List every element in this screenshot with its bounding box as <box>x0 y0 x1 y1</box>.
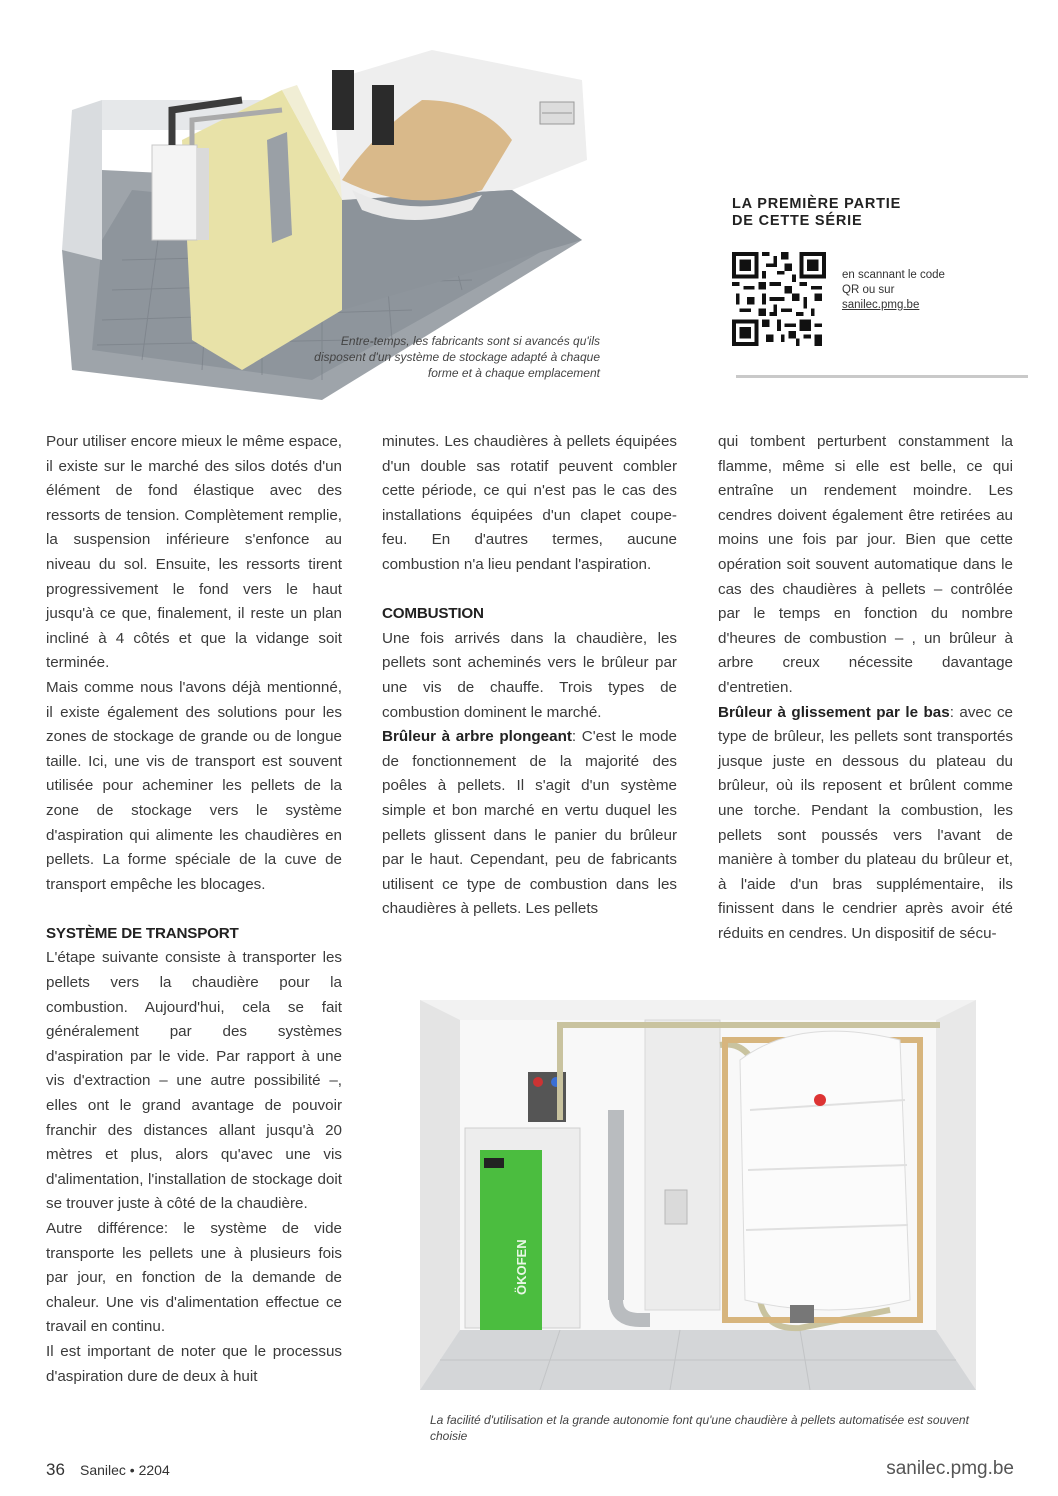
paragraph: Mais comme nous l'avons déjà mentionné, il existe également des solutions pour les zones de stockage de grande ou de longue taille. Ici, une vis de transport est souvent utilisée pour acheminer les pellets de la zone de stockage vers le système d'aspiration qui alimente les chaudières en pellets. La forme spéciale de la cuve de transport empêche les blocages. <box>46 678 342 893</box>
text-column-2 <box>382 430 677 922</box>
page-number: 36 <box>46 1460 65 1479</box>
bottom-figure-caption: La facilité d'utilisation et la grande autonomie font qu'une chaudière à pellets automatisée est souvent choisie <box>430 1413 969 1443</box>
heading-transport-system: SYSTÈME DE TRANSPORT <box>46 924 239 942</box>
text-column-1 <box>46 430 342 1389</box>
paragraph: minutes. Les chaudières à pellets équipées d'un double sas rotatif peuvent combler cette période, ce qui n'est pas le cas des installations équipées d'un clapet coupe-feu. En d'autres termes, aucune combustion n'a lieu pendant l'aspiration. <box>382 433 677 573</box>
sidebar-title-line1: LA PREMIÈRE PARTIE <box>732 196 902 212</box>
paragraph: L'étape suivante consiste à transporter les pellets vers la chaudière pour la combustion. Aujourd'hui, cela se fait généralement par des systèmes d'aspiration par le vide. Par rapport à une vis d'extraction – une autre possibilité –, elles ont le grand avantage de pouvoir franchir des distances allant jusqu'à 20 mètres et plus, alors qu'avec une vis d'alimentation, l'installation de stockage doit se trouver juste à côté de la chaudière. <box>46 949 342 1213</box>
term-plunging-shaft-burner: Brûleur à arbre plongeant <box>382 728 572 746</box>
top-figure-caption: Entre-temps, les fabricants sont si avancés qu'ils disposent d'un système de stockage adapté à chaque forme et à chaque emplacement <box>314 334 600 380</box>
boiler-room-illustration <box>420 1000 976 1390</box>
paragraph-text: : C'est le mode de fonctionnement de la majorité des poêles à pellets. Il s'agit d'un système simple et bon marché en vertu duquel les pellets glissent dans le panier du brûleur par le haut. Cependant, peu de fabricants utilisent ce type de combustion dans les chaudières à pellets. Les pellets <box>382 728 677 918</box>
sidebar-divider <box>736 375 1028 378</box>
paragraph: Autre différence: le système de vide transporte les pellets une à plusieurs fois par jour, en fonction de la demande de chaleur. Une vis d'alimentation effectue ce travail en continu. <box>46 1220 342 1336</box>
heading-combustion: COMBUSTION <box>382 605 484 623</box>
boiler-brand: ÖKOFEN <box>514 1239 529 1295</box>
paragraph: qui tombent perturbent constamment la flamme, même si elle est belle, ce qui entraîne un rendement moindre. Les cendres doivent également être retirées au moins une fois par jour. Bien que cette opération soit souvent automatique dans le cas des chaudières à pellets – contrôlée par le temps en fonction du nombre d'heures de combustion – , un brûleur à arbre creux nécessite davantage d'entretien. <box>718 433 1013 696</box>
paragraph: Pour utiliser encore mieux le même espace, il existe sur le marché des silos dotés d'un élément de fond élastique avec des ressorts de tension. Complètement remplie, la suspension inférieure s'enfonce au niveau du sol. Ensuite, les ressorts tirent progressivement le fond vers le haut jusqu'à ce que, finalement, il reste un plan incliné à 4 côtés et que la vidange soit terminée. <box>46 433 342 672</box>
sidebar-title <box>732 196 992 230</box>
footer-website-link[interactable]: sanilec.pmg.be <box>886 1458 1014 1479</box>
sidebar-title-line2: DE CETTE SÉRIE <box>732 213 863 229</box>
website-link[interactable]: sanilec.pmg.be <box>842 299 920 311</box>
paragraph <box>382 725 677 922</box>
paragraph <box>718 701 1013 947</box>
term-bottom-slide-burner: Brûleur à glissement par le bas <box>718 703 950 721</box>
text-column-3 <box>718 430 1013 946</box>
qr-code[interactable] <box>732 252 826 346</box>
qr-text-line1: en scannant le code <box>842 269 945 281</box>
paragraph-text: : avec ce type de brûleur, les pellets sont transportés jusque juste en dessous du plateau du brûleur, où ils reposent et brûlent comme une torche. Pendant la combustion, les pellets sont poussés vers l'avant de manière à tomber du plateau du brûleur et, à l'aide d'un bras supplémentaire, ils finissent dans le cendrier après avoir été réduits en cendres. Un dispositif de sécu- <box>718 703 1013 942</box>
paragraph: Il est important de noter que le processus d'aspiration dure de deux à huit <box>46 1342 342 1385</box>
qr-instructions <box>842 268 945 313</box>
publication-issue: Sanilec • 2204 <box>80 1462 170 1478</box>
qr-text-line2: QR ou sur <box>842 284 895 296</box>
paragraph: Une fois arrivés dans la chaudière, les pellets sont acheminés vers le brûleur par une vis de chauffe. Trois types de combustion dominent le marché. <box>382 629 677 721</box>
